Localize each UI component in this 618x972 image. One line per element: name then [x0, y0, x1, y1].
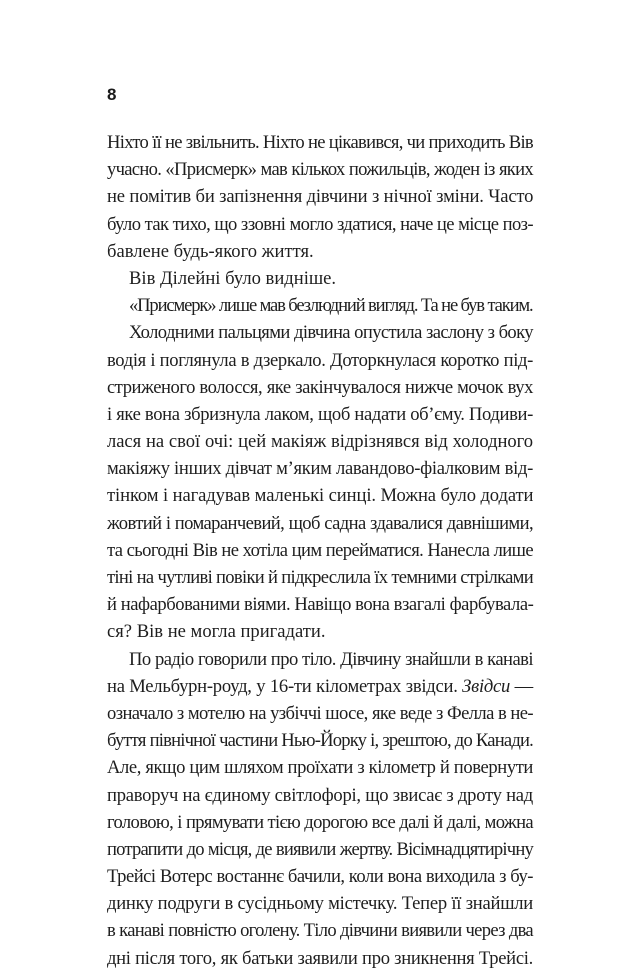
text-line: макіяжу інших дівчат м’яким лавандово-фіалковим від-: [107, 458, 533, 480]
text-line: [107, 673, 533, 700]
text-line: означало з мотелю на узбіччі шосе, яке веде з Фелла в не-: [107, 702, 533, 724]
text-fragment: на Мельбурн-роуд, у 16-ти кілометрах звідси.: [107, 675, 463, 697]
text-line: Але, якщо цим шляхом проїхати з кілометр й повернути: [107, 757, 533, 779]
page-number: 8: [107, 85, 117, 104]
text-line: потрапити до місця, де виявили жертву. Вісімнадцятирічну: [107, 838, 533, 860]
text-line: водія і поглянула в дзеркало. Доторкнулася коротко під-: [107, 349, 533, 371]
text-line: жовтий і помаранчевий, щоб садна здавалися давнішими,: [107, 512, 533, 534]
text-line: стриженого волосся, яке закінчувалося нижче мочок вух: [107, 376, 533, 398]
text-line: Холодними пальцями дівчина опустила заслону з боку: [129, 322, 533, 344]
text-fragment: —: [510, 675, 533, 697]
text-line: і яке вона збризнула лаком, щоб надати об’єму. Подиви-: [107, 403, 533, 425]
text-line: праворуч на єдиному світлофорі, що звисає з дроту над: [107, 784, 533, 806]
emphasized-word: Звідси: [462, 675, 511, 697]
text-line: й нафарбованими віями. Навіщо вона взагалі фарбувала-: [107, 594, 534, 616]
text-line: «Присмерк» лише мав безлюдний вигляд. Та не був таким.: [129, 295, 533, 317]
text-line: та сьогодні Вів не хотіла цим перейматися. Нанесла лише: [107, 539, 533, 561]
text-line: в канаві повністю оголену. Тіло дівчини виявили через два: [107, 920, 533, 942]
text-line: ся? Вів не могла пригадати.: [107, 621, 326, 643]
text-line: динку подруги в сусідньому містечку. Тепер її знайшли: [107, 893, 533, 915]
text-line: буття північної частини Нью-Йорку і, зрештою, до Канади.: [107, 730, 533, 752]
text-line: По радіо говорили про тіло. Дівчину знайшли в канаві: [129, 648, 533, 670]
text-line: учасно. «Присмерк» мав кількох пожильців, жоден із яких: [107, 159, 533, 181]
text-line: не помітив би запізнення дівчини з нічної зміни. Часто: [107, 186, 534, 208]
text-line: тіні на чутливі повіки й підкреслила їх темними стрілками: [107, 567, 533, 588]
text-line: тінком і нагадував маленькі синці. Можна було додати: [107, 485, 534, 507]
text-line: лася на свої очі: цей макіяж відрізнявся від холодного: [107, 431, 533, 453]
text-line: бавлене будь-якого життя.: [107, 240, 314, 262]
text-line: головою, і прямувати тією дорогою все далі й далі, можна: [107, 811, 533, 833]
text-line: дні після того, як батьки заявили про зникнення Трейсі.: [107, 947, 533, 969]
text-line: Ніхто її не звільнить. Ніхто не цікавився, чи приходить Вів: [107, 132, 533, 153]
text-line: було так тихо, що ззовні могло здатися, наче це місце поз-: [107, 213, 533, 235]
body-text: [107, 129, 533, 972]
text-line: Трейсі Вотерс востаннє бачили, коли вона виходила з бу-: [107, 866, 533, 888]
text-line: Вів Ділейні було видніше.: [129, 267, 337, 289]
